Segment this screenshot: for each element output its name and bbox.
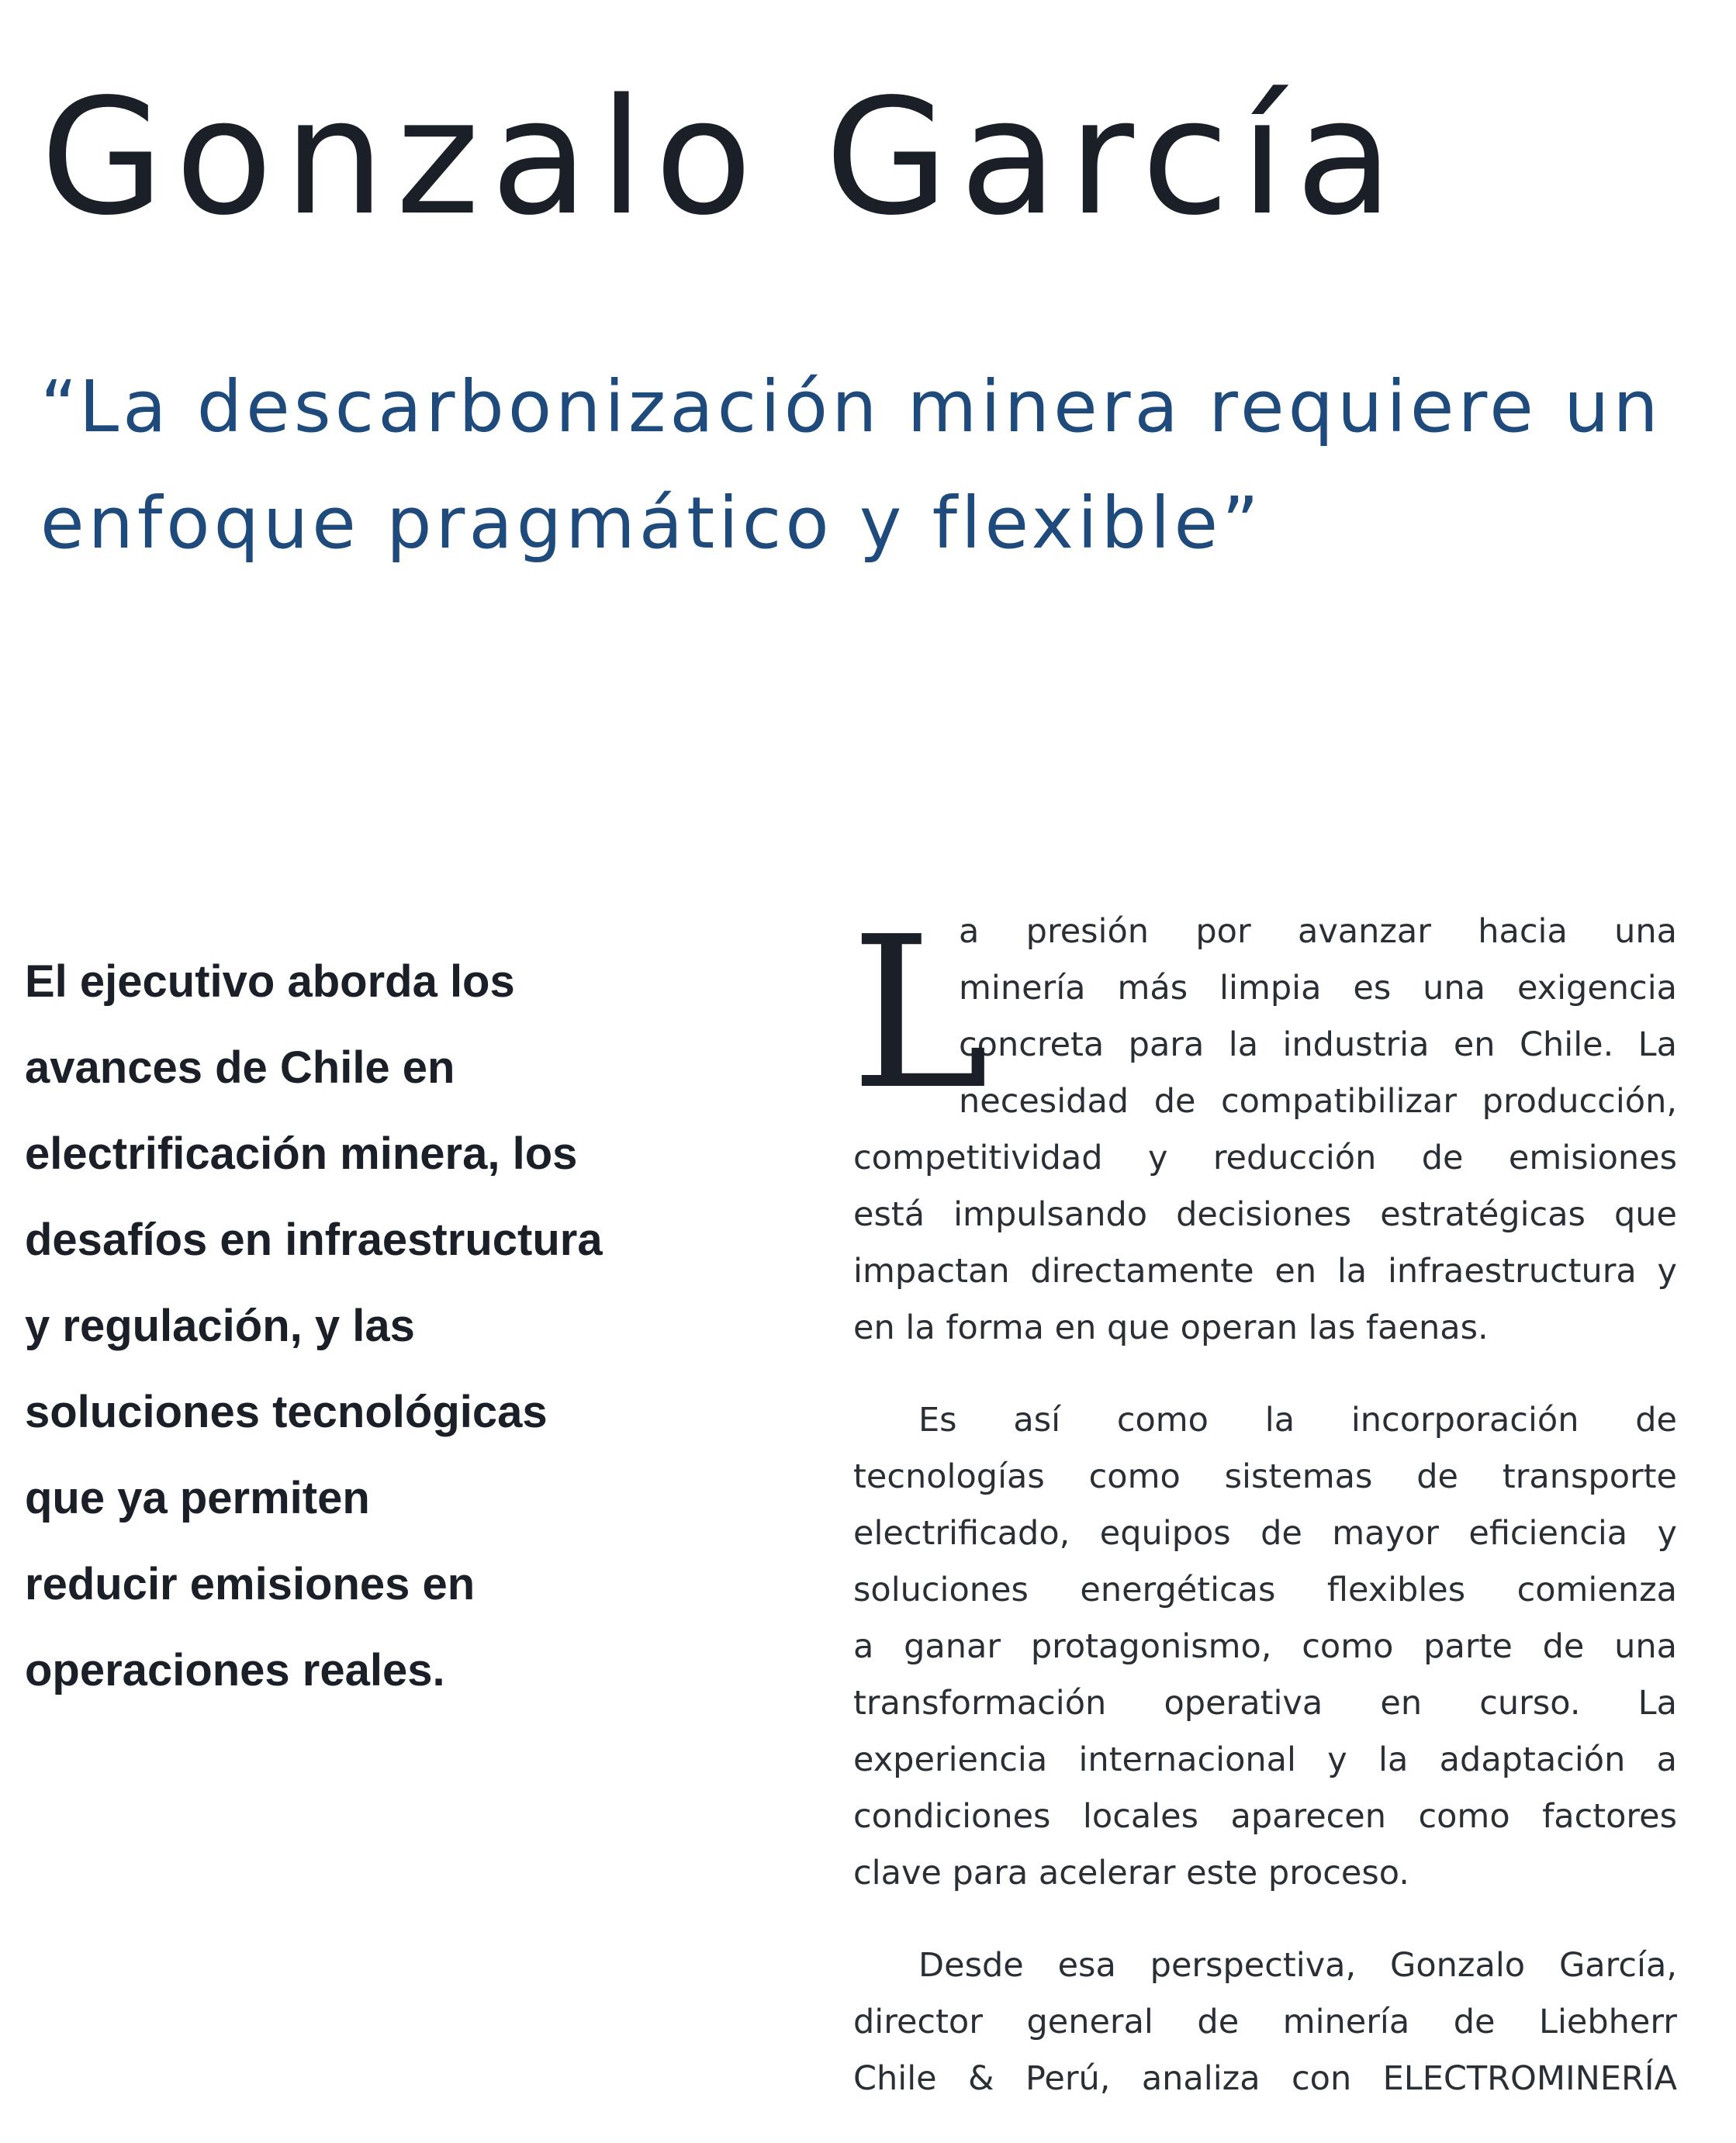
lede-line: soluciones tecnológicas: [25, 1387, 548, 1437]
body-line: Chile & Perú, analiza con ELECTROMINERÍA: [853, 2059, 1677, 2098]
body-line: tecnologías como sistemas de transporte: [853, 1457, 1677, 1496]
drop-cap: L: [850, 891, 990, 1135]
body-line: transformación operativa en curso. La: [853, 1684, 1677, 1723]
body-line: a presión por avanzar hacia una: [959, 912, 1677, 951]
body-line: a ganar protagonismo, como parte de una: [853, 1627, 1677, 1666]
body-line: competitividad y reducción de emisiones: [853, 1139, 1677, 1177]
lede-line: que ya permiten: [25, 1473, 370, 1523]
body-line: necesidad de compatibilizar producción,: [959, 1082, 1677, 1121]
body-line: condiciones locales aparecen como factores: [853, 1797, 1677, 1836]
body-line: clave para acelerar este proceso.: [853, 1854, 1409, 1892]
body-paragraph-2: [853, 1392, 1677, 1902]
lede-line: El ejecutivo aborda los: [25, 956, 515, 1007]
body-line: electrificado, equipos de mayor eficiencia y: [853, 1514, 1677, 1553]
body-line: minería más limpia es una exigencia: [959, 969, 1677, 1008]
body-line: concreta para la industria en Chile. La: [959, 1025, 1677, 1064]
lede-line: avances de Chile en: [25, 1042, 455, 1093]
body-line: en la forma en que operan las faenas.: [853, 1308, 1489, 1347]
lede-line: y regulación, y las: [25, 1301, 415, 1351]
lede-line: operaciones reales.: [25, 1645, 445, 1695]
pull-quote: [40, 349, 1708, 582]
body-line: experiencia internacional y la adaptación a: [853, 1740, 1677, 1779]
lede-line: electrificación minera, los: [25, 1129, 578, 1179]
body-line: director general de minería de Liebherr: [853, 2003, 1677, 2041]
lede-summary: [25, 938, 738, 1713]
body-line: está impulsando decisiones estratégicas que: [853, 1195, 1677, 1234]
body-column: [850, 891, 1677, 2143]
pull-quote-line: enfoque pragmático y flexible”: [40, 482, 1263, 565]
lede-line: desafíos en infraestructura: [25, 1215, 603, 1265]
body-line: Es así como la incorporación de: [918, 1401, 1677, 1440]
body-paragraph-3: [853, 1937, 1677, 2107]
article-title: Gonzalo García: [40, 64, 1405, 251]
body-paragraph-1: [850, 891, 1677, 1357]
lede-line: reducir emisiones en: [25, 1559, 475, 1609]
body-line: Desde esa perspectiva, Gonzalo García,: [918, 1946, 1677, 1985]
body-line: impactan directamente en la infraestructura y: [853, 1252, 1677, 1291]
body-line: soluciones energéticas flexibles comienza: [853, 1571, 1677, 1609]
pull-quote-line: “La descarbonización minera requiere un: [40, 365, 1662, 448]
